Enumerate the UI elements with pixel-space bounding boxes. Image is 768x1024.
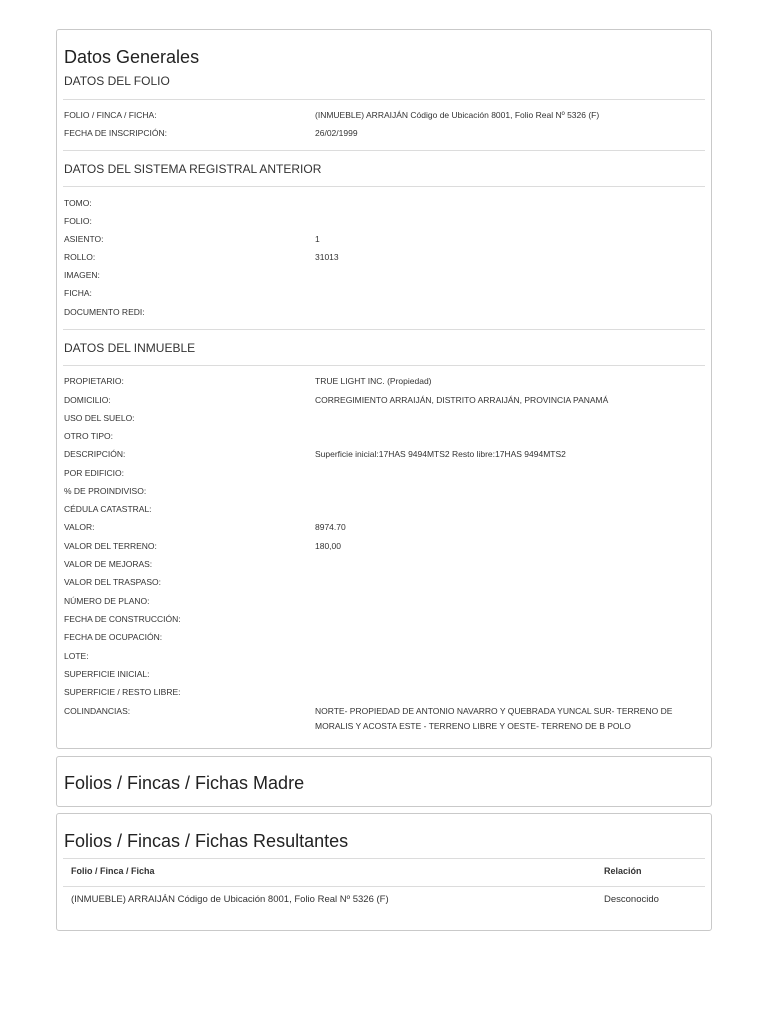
field-row-descripcion xyxy=(64,447,705,463)
field-label: VALOR DEL TERRENO: xyxy=(64,541,157,551)
field-row-colindancias xyxy=(64,704,705,736)
field-label: COLINDANCIAS: xyxy=(64,706,131,716)
field-value: NORTE- PROPIEDAD DE ANTONIO NAVARRO Y QUEBRADA YUNCAL SUR- TERRENO DE MORALIS Y ACOSTA ESTE - TERRENO LIBRE Y OESTE- TERRENO DE B POLO xyxy=(315,706,673,731)
field-label: CÉDULA CATASTRAL: xyxy=(64,504,152,514)
field-row-fecha-construccion xyxy=(64,612,705,628)
field-label: IMAGEN: xyxy=(64,270,100,280)
field-value: 180,00 xyxy=(315,541,341,551)
datos-generales-card xyxy=(56,29,712,749)
field-value: Superficie inicial:17HAS 9494MTS2 Resto libre:17HAS 9494MTS2 xyxy=(315,449,566,459)
field-row-domicilio xyxy=(64,393,705,409)
datos-generales-title: Datos Generales xyxy=(64,47,200,67)
field-value: (INMUEBLE) ARRAIJÁN Código de Ubicación 8001, Folio Real Nº 5326 (F) xyxy=(315,110,600,120)
field-row-lote xyxy=(64,649,705,665)
field-label: ASIENTO: xyxy=(64,234,104,244)
field-row-otro-tipo xyxy=(64,429,705,445)
field-value: 1 xyxy=(315,234,320,244)
field-row-folio-anterior xyxy=(64,214,705,230)
table-cell-folio: (INMUEBLE) ARRAIJÁN Código de Ubicación 8001, Folio Real Nº 5326 (F) xyxy=(71,894,389,905)
field-row-imagen xyxy=(64,268,705,284)
fichas-madre-title: Folios / Fincas / Fichas Madre xyxy=(64,773,305,793)
field-label: FECHA DE INSCRIPCIÓN: xyxy=(64,128,167,138)
field-row-valor-traspaso xyxy=(64,575,705,591)
divider xyxy=(63,99,705,100)
field-value: TRUE LIGHT INC. (Propiedad) xyxy=(315,376,432,386)
field-label: USO DEL SUELO: xyxy=(64,413,135,423)
divider xyxy=(63,186,705,187)
field-row-valor xyxy=(64,520,705,536)
column-header-relacion: Relación xyxy=(604,866,642,876)
field-label: DESCRIPCIÓN: xyxy=(64,449,126,459)
field-row-valor-terreno xyxy=(64,539,705,555)
field-value: 8974.70 xyxy=(315,522,346,532)
field-label: FOLIO / FINCA / FICHA: xyxy=(64,110,157,120)
field-row-rollo xyxy=(64,250,705,266)
field-row-superficie-inicial xyxy=(64,667,705,683)
field-label: SUPERFICIE / RESTO LIBRE: xyxy=(64,687,181,697)
field-label: DOCUMENTO REDI: xyxy=(64,307,145,317)
field-label: FECHA DE OCUPACIÓN: xyxy=(64,632,163,642)
field-label: VALOR: xyxy=(64,522,95,532)
field-label: OTRO TIPO: xyxy=(64,431,113,441)
field-row-ficha xyxy=(64,286,705,302)
datos-del-folio-heading: DATOS DEL FOLIO xyxy=(64,74,170,88)
field-label: PROPIETARIO: xyxy=(64,376,124,386)
field-value: 31013 xyxy=(315,252,339,262)
field-row-fecha-ocupacion xyxy=(64,630,705,646)
field-row-fecha-inscripcion xyxy=(64,126,705,142)
field-row-proindiviso xyxy=(64,484,705,500)
divider xyxy=(63,329,705,330)
field-label: LOTE: xyxy=(64,651,89,661)
field-label: VALOR DEL TRASPASO: xyxy=(64,577,161,587)
field-row-por-edificio xyxy=(64,466,705,482)
column-header-folio: Folio / Finca / Ficha xyxy=(71,866,155,876)
datos-del-inmueble-heading: DATOS DEL INMUEBLE xyxy=(64,341,196,355)
field-value: 26/02/1999 xyxy=(315,128,358,138)
field-row-numero-plano xyxy=(64,594,705,610)
field-row-tomo xyxy=(64,196,705,212)
field-value: CORREGIMIENTO ARRAIJÁN, DISTRITO ARRAIJÁN, PROVINCIA PANAMÁ xyxy=(315,395,609,405)
divider xyxy=(63,858,705,859)
field-label: POR EDIFICIO: xyxy=(64,468,124,478)
field-row-cedula-catastral xyxy=(64,502,705,518)
field-label: DOMICILIO: xyxy=(64,395,111,405)
table-cell-relacion: Desconocido xyxy=(604,894,659,905)
divider xyxy=(63,365,705,366)
fichas-resultantes-card xyxy=(56,813,712,931)
field-label: NÚMERO DE PLANO: xyxy=(64,596,150,606)
fichas-resultantes-title: Folios / Fincas / Fichas Resultantes xyxy=(64,831,349,851)
field-row-asiento xyxy=(64,232,705,248)
divider xyxy=(63,886,705,887)
field-row-folio xyxy=(64,108,705,124)
field-row-superficie-resto-libre xyxy=(64,685,705,701)
field-label: FICHA: xyxy=(64,288,92,298)
divider xyxy=(63,150,705,151)
sistema-registral-anterior-heading: DATOS DEL SISTEMA REGISTRAL ANTERIOR xyxy=(64,162,322,176)
field-label: TOMO: xyxy=(64,198,92,208)
field-label: VALOR DE MEJORAS: xyxy=(64,559,153,569)
field-row-uso-del-suelo xyxy=(64,411,705,427)
field-row-documento-redi xyxy=(64,305,705,321)
field-label: % DE PROINDIVISO: xyxy=(64,486,147,496)
field-label: ROLLO: xyxy=(64,252,96,262)
field-label: SUPERFICIE INICIAL: xyxy=(64,669,150,679)
field-label: FECHA DE CONSTRUCCIÓN: xyxy=(64,614,181,624)
field-label: FOLIO: xyxy=(64,216,92,226)
field-row-propietario xyxy=(64,374,705,390)
fichas-madre-card xyxy=(56,756,712,807)
field-row-valor-mejoras xyxy=(64,557,705,573)
